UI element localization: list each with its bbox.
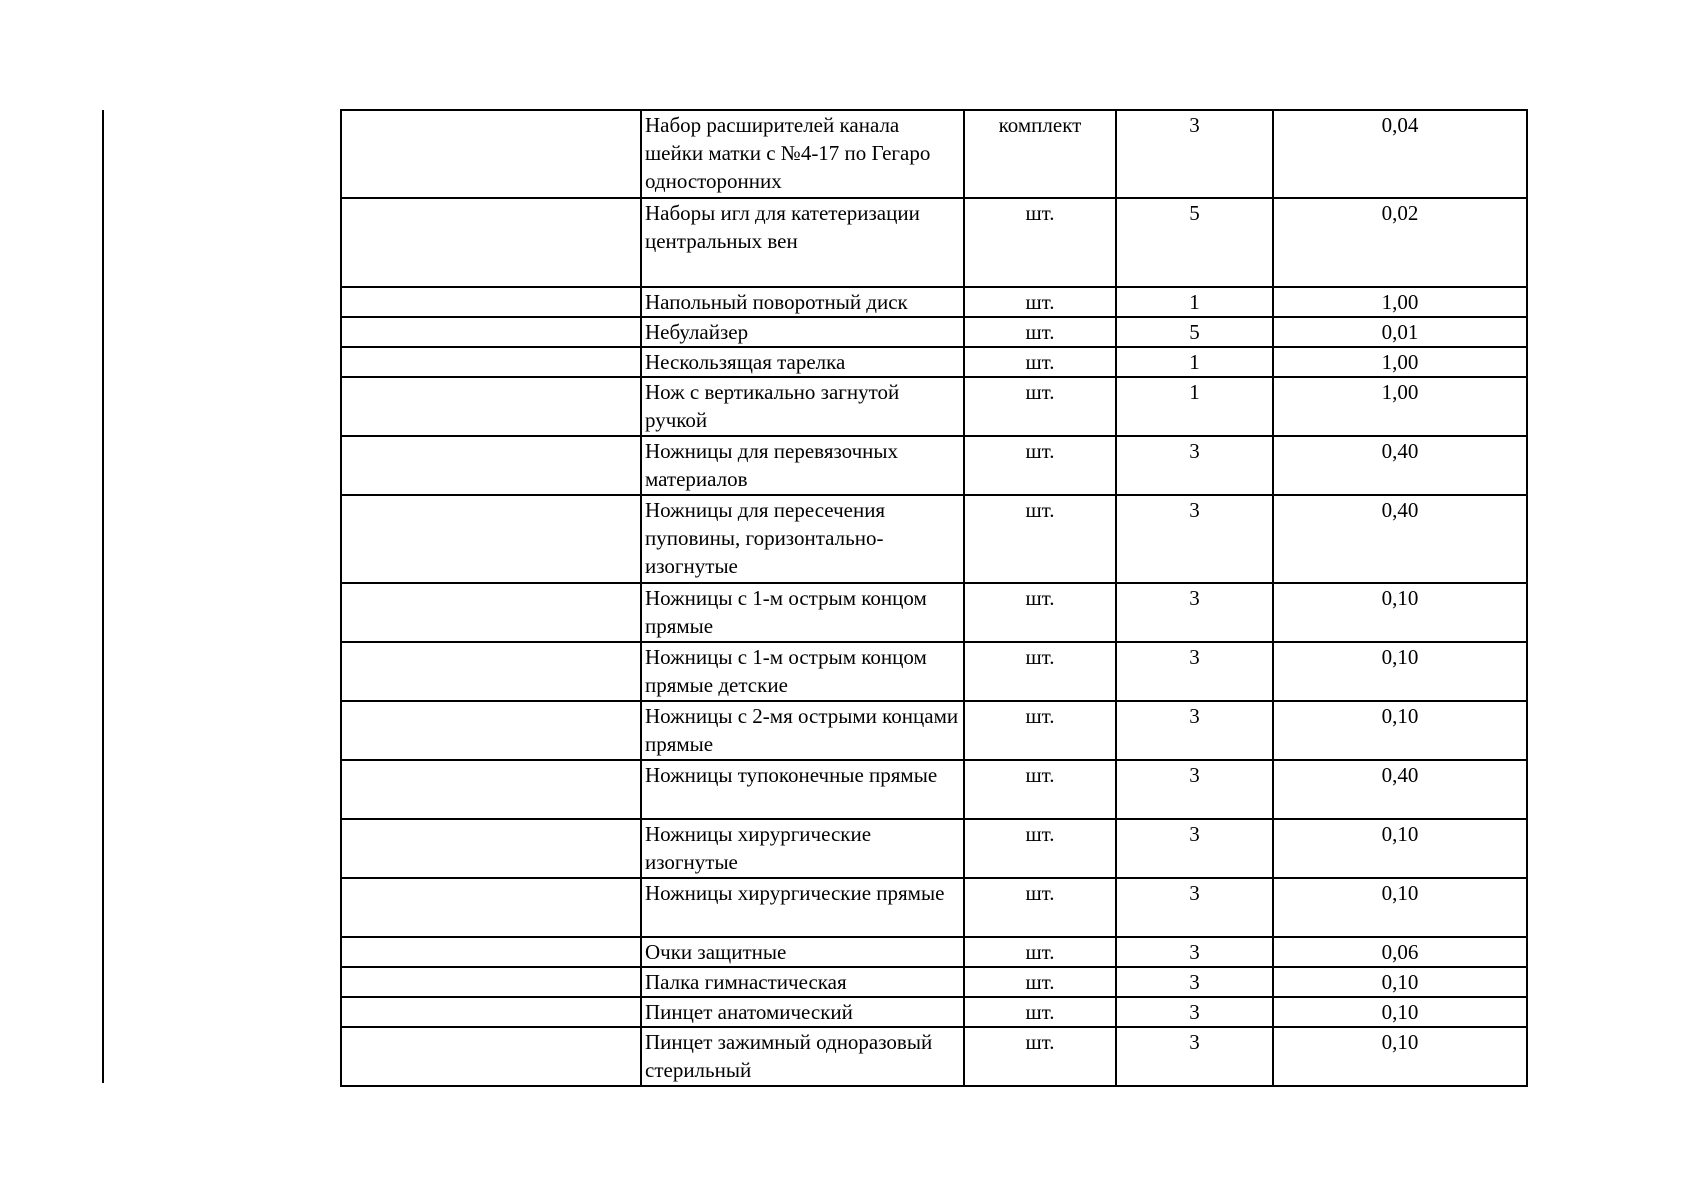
coefficient-cell: 1,00 (1273, 347, 1527, 377)
unit-cell: шт. (964, 701, 1116, 760)
unit-cell: шт. (964, 642, 1116, 701)
empty-cell (341, 347, 641, 377)
unit-cell: шт. (964, 347, 1116, 377)
item-name-cell: Пинцет зажимный одноразовый стерильный (641, 1027, 964, 1086)
unit-cell: шт. (964, 819, 1116, 878)
item-name-cell: Набор расширителей канала шейки матки с №4-17 по Гегаро односторонних (641, 110, 964, 198)
quantity-cell: 5 (1116, 198, 1273, 287)
quantity-cell: 5 (1116, 317, 1273, 347)
quantity-cell: 1 (1116, 287, 1273, 317)
quantity-cell: 3 (1116, 110, 1273, 198)
table-row (341, 317, 1527, 347)
table-row (341, 701, 1527, 760)
table-row (341, 436, 1527, 495)
table-row (341, 583, 1527, 642)
table-row (341, 495, 1527, 583)
left-margin-line (102, 110, 104, 1083)
item-name-cell: Ножницы с 1-м острым концом прямые (641, 583, 964, 642)
table-row (341, 287, 1527, 317)
empty-cell (341, 819, 641, 878)
item-name-cell: Напольный поворотный диск (641, 287, 964, 317)
quantity-cell: 3 (1116, 878, 1273, 937)
unit-cell: комплект (964, 110, 1116, 198)
item-name-cell: Ножницы хирургические изогнутые (641, 819, 964, 878)
equipment-table (340, 109, 1528, 1087)
unit-cell: шт. (964, 198, 1116, 287)
empty-cell (341, 878, 641, 937)
quantity-cell: 3 (1116, 495, 1273, 583)
empty-cell (341, 642, 641, 701)
quantity-cell: 3 (1116, 642, 1273, 701)
table-row (341, 110, 1527, 198)
coefficient-cell: 0,10 (1273, 997, 1527, 1027)
unit-cell: шт. (964, 436, 1116, 495)
coefficient-cell: 0,10 (1273, 583, 1527, 642)
empty-cell (341, 436, 641, 495)
coefficient-cell: 0,10 (1273, 878, 1527, 937)
quantity-cell: 3 (1116, 436, 1273, 495)
coefficient-cell: 0,10 (1273, 701, 1527, 760)
table-row (341, 997, 1527, 1027)
unit-cell: шт. (964, 760, 1116, 819)
table-row (341, 967, 1527, 997)
coefficient-cell: 0,10 (1273, 819, 1527, 878)
unit-cell: шт. (964, 287, 1116, 317)
unit-cell: шт. (964, 997, 1116, 1027)
table-row (341, 347, 1527, 377)
coefficient-cell: 1,00 (1273, 287, 1527, 317)
coefficient-cell: 0,04 (1273, 110, 1527, 198)
item-name-cell: Нож с вертикально загнутой ручкой (641, 377, 964, 436)
unit-cell: шт. (964, 317, 1116, 347)
quantity-cell: 3 (1116, 819, 1273, 878)
item-name-cell: Очки защитные (641, 937, 964, 967)
empty-cell (341, 377, 641, 436)
unit-cell: шт. (964, 495, 1116, 583)
table-row (341, 819, 1527, 878)
empty-cell (341, 1027, 641, 1086)
table-row (341, 878, 1527, 937)
empty-cell (341, 701, 641, 760)
coefficient-cell: 0,40 (1273, 495, 1527, 583)
coefficient-cell: 0,10 (1273, 967, 1527, 997)
quantity-cell: 3 (1116, 967, 1273, 997)
quantity-cell: 3 (1116, 1027, 1273, 1086)
empty-cell (341, 198, 641, 287)
empty-cell (341, 110, 641, 198)
unit-cell: шт. (964, 377, 1116, 436)
item-name-cell: Ножницы с 2-мя острыми концами прямые (641, 701, 964, 760)
table-row (341, 642, 1527, 701)
quantity-cell: 3 (1116, 583, 1273, 642)
coefficient-cell: 0,10 (1273, 642, 1527, 701)
quantity-cell: 3 (1116, 997, 1273, 1027)
coefficient-cell: 0,01 (1273, 317, 1527, 347)
item-name-cell: Наборы игл для катетеризации центральных вен (641, 198, 964, 287)
quantity-cell: 3 (1116, 701, 1273, 760)
coefficient-cell: 0,06 (1273, 937, 1527, 967)
empty-cell (341, 760, 641, 819)
item-name-cell: Ножницы с 1-м острым концом прямые детские (641, 642, 964, 701)
unit-cell: шт. (964, 878, 1116, 937)
unit-cell: шт. (964, 583, 1116, 642)
quantity-cell: 3 (1116, 937, 1273, 967)
table-row (341, 760, 1527, 819)
unit-cell: шт. (964, 967, 1116, 997)
empty-cell (341, 937, 641, 967)
coefficient-cell: 1,00 (1273, 377, 1527, 436)
item-name-cell: Ножницы тупоконечные прямые (641, 760, 964, 819)
quantity-cell: 1 (1116, 347, 1273, 377)
empty-cell (341, 583, 641, 642)
unit-cell: шт. (964, 937, 1116, 967)
table-row (341, 937, 1527, 967)
coefficient-cell: 0,02 (1273, 198, 1527, 287)
item-name-cell: Ножницы для перевязочных материалов (641, 436, 964, 495)
item-name-cell: Пинцет анатомический (641, 997, 964, 1027)
quantity-cell: 1 (1116, 377, 1273, 436)
item-name-cell: Нескользящая тарелка (641, 347, 964, 377)
item-name-cell: Палка гимнастическая (641, 967, 964, 997)
table-row (341, 377, 1527, 436)
quantity-cell: 3 (1116, 760, 1273, 819)
item-name-cell: Ножницы хирургические прямые (641, 878, 964, 937)
empty-cell (341, 997, 641, 1027)
table-row (341, 1027, 1527, 1086)
empty-cell (341, 287, 641, 317)
table-row (341, 198, 1527, 287)
empty-cell (341, 967, 641, 997)
unit-cell: шт. (964, 1027, 1116, 1086)
empty-cell (341, 317, 641, 347)
coefficient-cell: 0,40 (1273, 760, 1527, 819)
coefficient-cell: 0,10 (1273, 1027, 1527, 1086)
coefficient-cell: 0,40 (1273, 436, 1527, 495)
item-name-cell: Ножницы для пересечения пуповины, горизонтально-изогнутые (641, 495, 964, 583)
item-name-cell: Небулайзер (641, 317, 964, 347)
empty-cell (341, 495, 641, 583)
